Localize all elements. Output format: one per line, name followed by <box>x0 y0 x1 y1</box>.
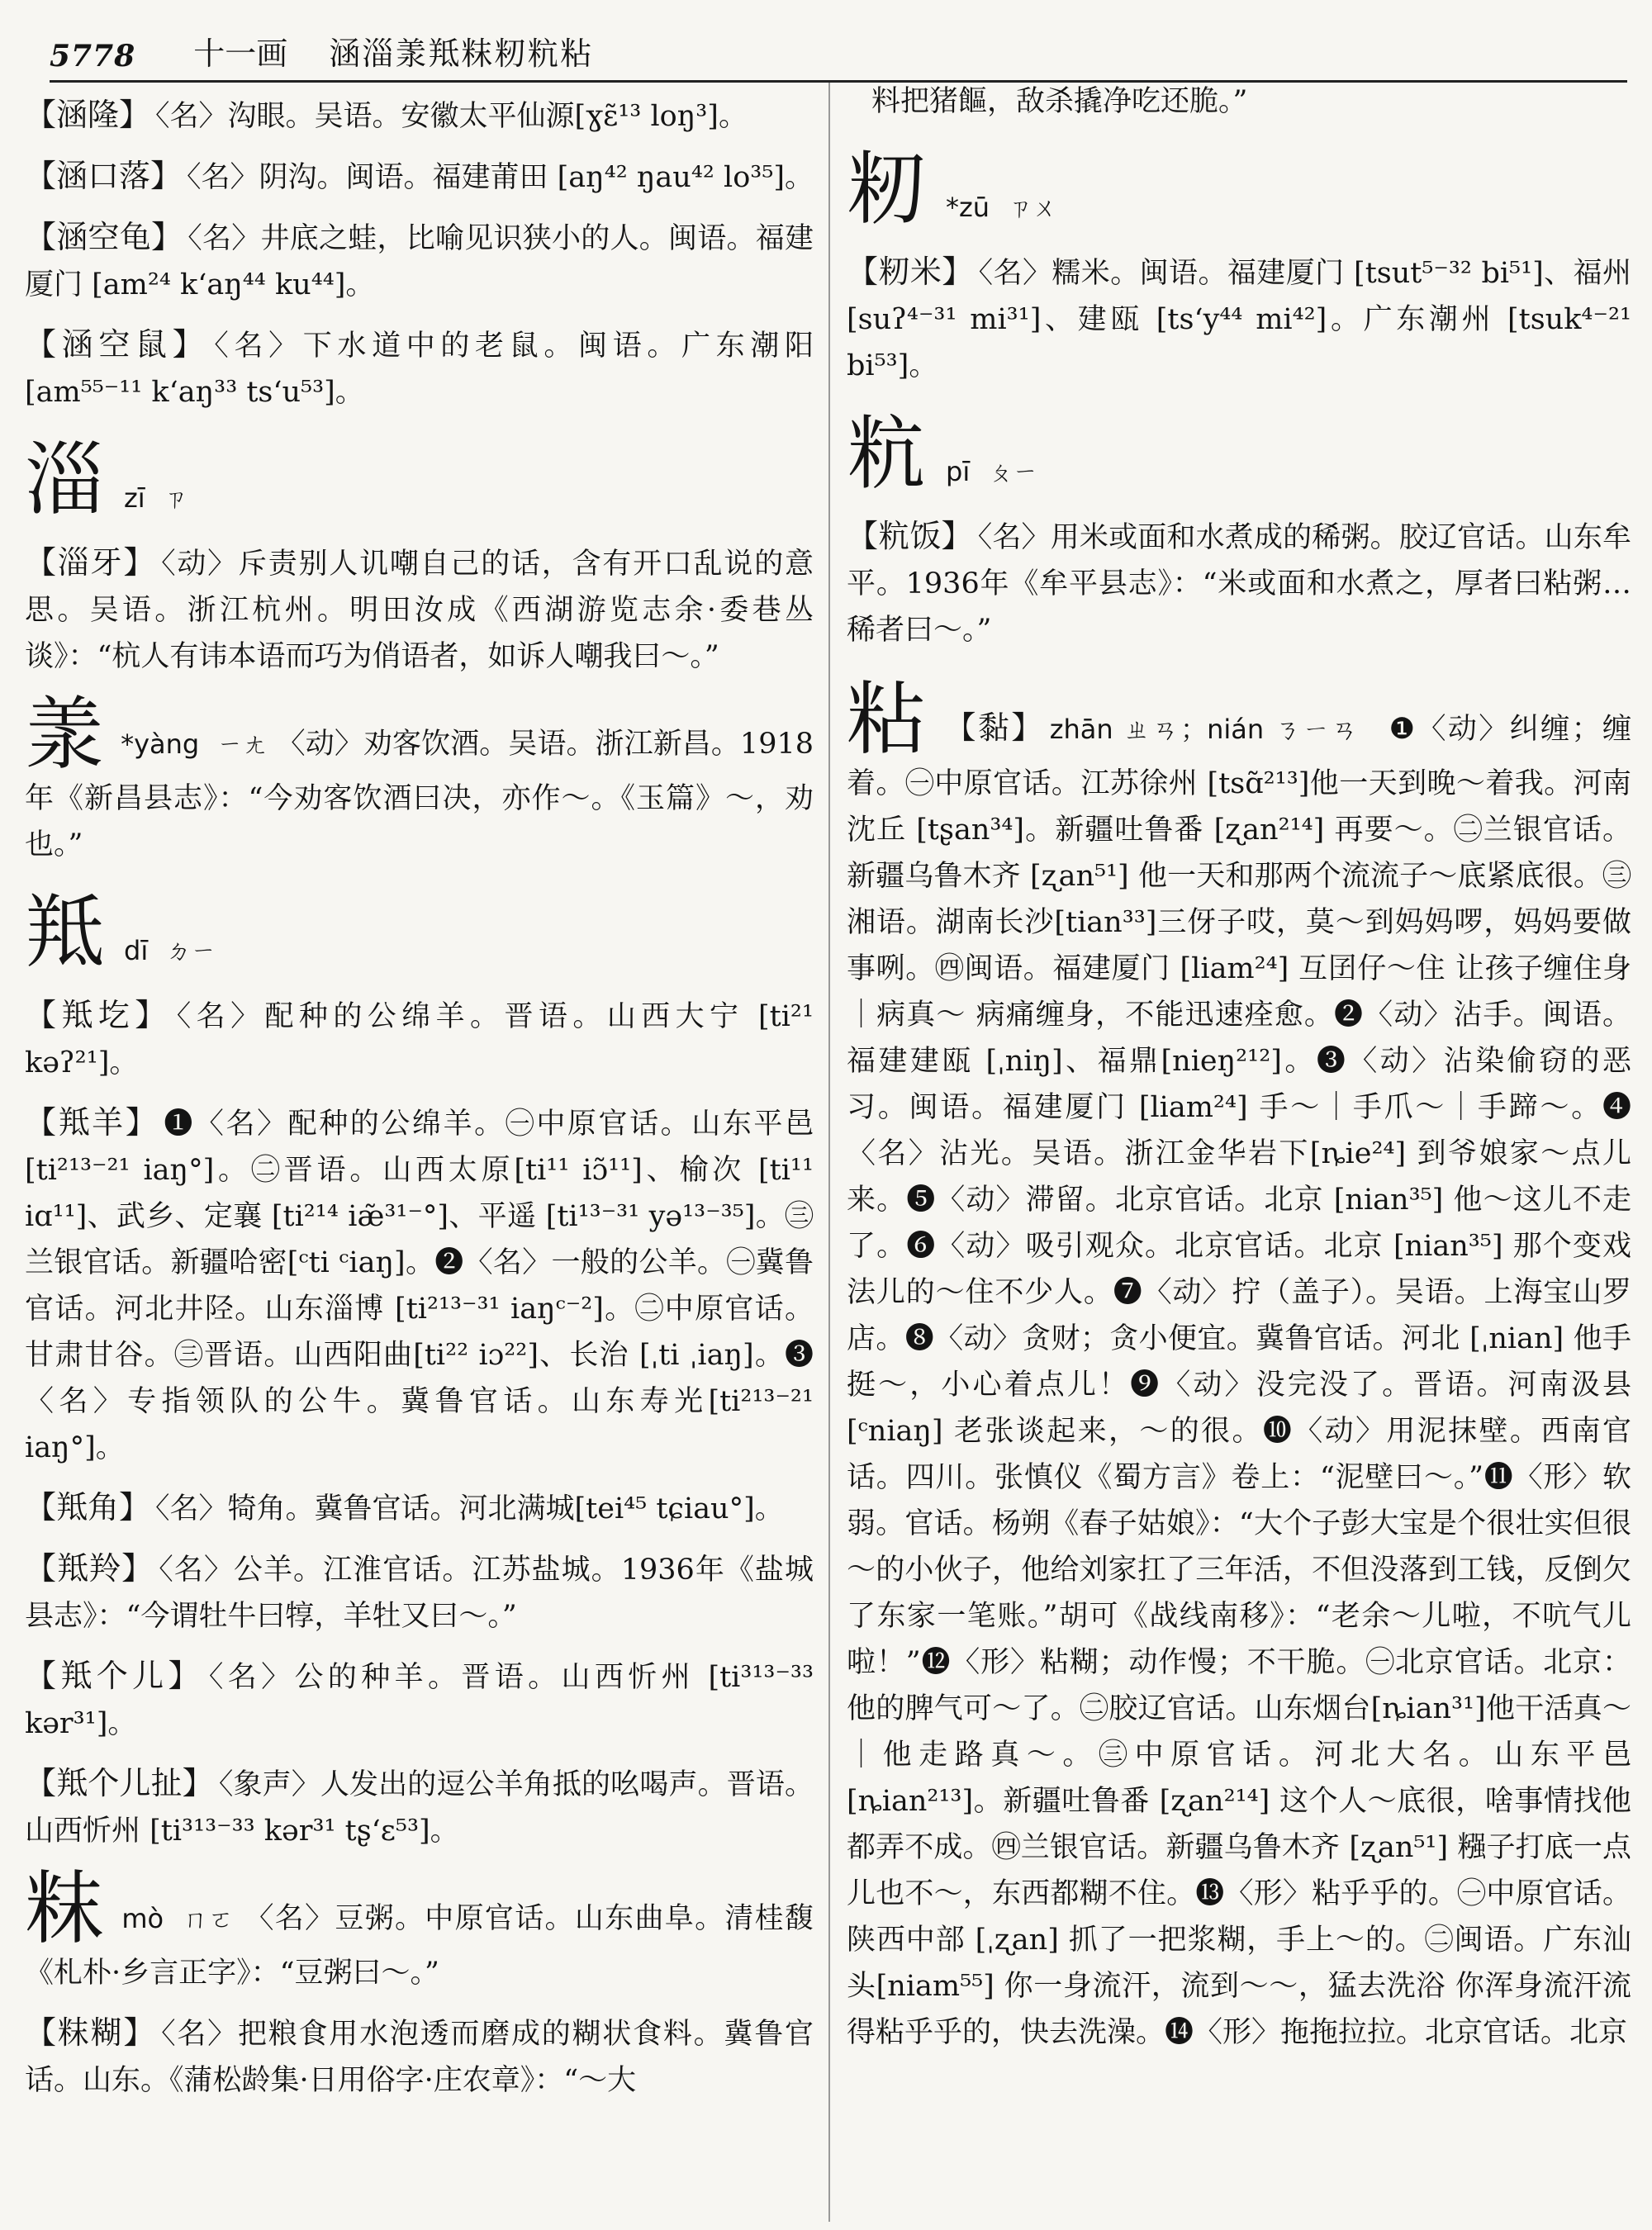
entry-definition: 〈名〉公的种羊。晋语。山西忻州 [ti³¹³⁻³³ kər³¹]。 <box>25 1661 814 1740</box>
char-heading-pi <box>847 407 1631 500</box>
entry-dijiao <box>25 1484 814 1532</box>
right-column <box>847 78 1631 2056</box>
entry-hankouluo <box>25 153 814 201</box>
entry-definition: 〈名〉豆粥。中原官话。山东曲阜。清桂馥《札朴·乡言正字》：“豆粥曰～。” <box>25 1902 814 1990</box>
entry-hankonggui <box>25 214 814 308</box>
zhuyin: ㄆㄧ <box>988 458 1038 487</box>
char-entry-zhan <box>847 673 1631 2056</box>
entry-definition: 〈名〉沟眼。吴语。安徽太平仙源[ɣɛ̃¹³ loŋ³]。 <box>155 100 748 133</box>
char-heading-zu <box>847 143 1631 235</box>
entry-headword: 【涵隆】 <box>25 97 151 133</box>
entry-definition: 〈名〉配种的公绵羊。晋语。山西大宁 [ti²¹ kəʔ²¹]。 <box>25 1000 814 1079</box>
head-character: 淄 <box>25 434 104 526</box>
head-character: 粇 <box>847 407 926 500</box>
entry-mohu <box>25 2009 814 2104</box>
entry-headword: 【籾米】 <box>847 254 974 290</box>
zhuyin: ㄉㄧ <box>166 937 216 966</box>
entry-zumi <box>847 249 1631 389</box>
variant-character: 【黏】 <box>944 709 1045 746</box>
zhuyin: ㄗㄨ <box>1008 194 1058 223</box>
entry-headword: 【涵空鼠】 <box>25 326 210 363</box>
entry-definition: ❶〈动〉纠缠；缠着。㊀中原官话。江苏徐州 [tsɑ̃²¹³]他一天到晚～着我。河南沈丘 [tʂan³⁴]。新疆吐鲁番 [ʐan²¹⁴] 再要～。㊁兰银官话。新疆乌鲁木齐 [ʐan⁵¹] 他一天和那两个流流子～底紧底很。㊂湘语。湖南长沙[tian³³]三伢子哎，莫～到妈妈啰，妈妈要做事咧。㊃闽语。福建厦门 [liam²⁴] 互囝仔～住 让孩子缠住身｜病真～ 病痛缠身，不能迅速痊愈。❷〈动〉沾手。闽语。福建建瓯 [ˌniŋ]、福鼎[nieŋ²¹²]。❸〈动〉沾染偷窃的恶习。闽语。福建厦门 [liam²⁴] 手～｜手爪～｜手蹄～。❹〈名〉沾光。吴语。浙江金华岩下[ȵie²⁴] 到爷娘家～点儿来。❺〈动〉滞留。北京官话。北京 [nian³⁵] 他～这儿不走了。❻〈动〉吸引观众。北京官话。北京 [nian³⁵] 那个变戏法儿的～住不少人。❼〈动〉拧（盖子）。吴语。上海宝山罗店。❽〈动〉贪财；贪小便宜。冀鲁官话。河北 [ˌnian] 他手挺～，小心着点儿！❾〈动〉没完没了。晋语。河南汲县[ᶜniaŋ] 老张谈起来，～的很。❿〈动〉用泥抹壁。西南官话。四川。张慎仪《蜀方言》卷上：“泥壁曰～。”⓫〈形〉软弱。官话。杨朔《春子姑娘》：“大个子彭大宝是个很壮实但很～的小伙子，他给刘家扛了三年活，不但没落到工钱，反倒欠了东家一笔账。”胡可《战线南移》：“老余～儿啦，不吭气儿啦！”⓬〈形〉粘糊；动作慢；不干脆。㊀北京官话。北京：他的脾气可～了。㊁胶辽官话。山东烟台[ȵian³¹]他干活真～｜他走路真～。㊂中原官话。河北大名。山东平邑 [ȵian²¹³]。新疆吐鲁番 [ʐan²¹⁴] 这个人～底很，啥事情找他都弄不成。㊃兰银官话。新疆乌鲁木齐 [ʐan⁵¹] 糨子打底一点儿也不～，东西都糊不住。⓭〈形〉粘乎乎的。㊀中原官话。陕西中部 [ˌʐan] 抓了一把浆糊，手上～的。㊁闽语。广东汕头[niam⁵⁵] 你一身流汗，流到～～，猛去洗浴 你浑身流汗流得粘乎乎的，快去洗澡。⓮〈形〉拖拖拉拉。北京官话。北京 <box>847 713 1631 2049</box>
pinyin: mò <box>121 1903 164 1934</box>
entry-definition: 〈动〉斥责别人讥嘲自己的话，含有开口乱说的意思。吴语。浙江杭州。明田汝成《西湖游览志余·委巷丛谈》：“杭人有讳本语而巧为俏语者，如诉人嘲我曰～。” <box>25 548 814 673</box>
char-entry-mo <box>25 1862 814 1996</box>
entry-definition: 〈名〉下水道中的老鼠。闽语。广东潮阳 [am⁵⁵⁻¹¹ k‘aŋ³³ ts‘u⁵³]。 <box>25 330 814 409</box>
entry-pifan <box>847 513 1631 653</box>
head-character: 羝 <box>25 886 104 979</box>
entry-definition: 〈名〉井底之蛙，比喻见识狭小的人。闽语。福建厦门 [am²⁴ k‘aŋ⁴⁴ ku⁴⁴]。 <box>25 222 814 301</box>
pinyin: *yàng <box>121 728 200 760</box>
entry-headword: 【羝圪】 <box>25 997 172 1033</box>
page-header <box>50 17 1627 83</box>
entry-headword: 【粖糊】 <box>25 2014 157 2051</box>
head-character: 粘 <box>847 673 928 766</box>
pinyin: zhān ㄓㄢ；nián ㄋㄧㄢ <box>1049 714 1360 745</box>
pinyin: zī <box>124 482 145 514</box>
entry-definition: 〈名〉把粮食用水泡透而磨成的糊状食料。冀鲁官话。山东。《蒲松龄集·日用俗字·庄农章》：“～大 <box>25 2018 814 2097</box>
entry-definition: ❶〈名〉配种的公绵羊。㊀中原官话。山东平邑 [ti²¹³⁻²¹ iaŋ°]。㊁晋语。山西太原[ti¹¹ iɔ̃¹¹]、榆次 [ti¹¹ iɑ¹¹]、武乡、定襄 [ti²¹⁴ iæ̃³¹⁻°]、平遥 [ti¹³⁻³¹ yə¹³⁻³⁵]。㊂兰银官话。新疆哈密[ᶜti ᶜiaŋ]。❷〈名〉一般的公羊。㊀冀鲁官话。河北井陉。山东淄博 [ti²¹³⁻³¹ iaŋᶜ⁻²]。㊁中原官话。甘肃甘谷。㊂晋语。山西阳曲[ti²² iɔ²²]、长治 [ˌti ˌiaŋ]。❸〈名〉专指领队的公牛。冀鲁官话。山东寿光[ti²¹³⁻²¹ iaŋ°]。 <box>25 1108 814 1464</box>
entry-headword: 【羝羚】 <box>25 1550 154 1587</box>
entry-headword: 【涵空龟】 <box>25 219 183 255</box>
entry-ziya <box>25 539 814 680</box>
entry-headword: 【涵口落】 <box>25 158 183 194</box>
pinyin: *zū <box>946 192 990 223</box>
head-character: 粖 <box>25 1862 106 1955</box>
entry-headword: 【羝个儿扯】 <box>25 1765 214 1801</box>
head-character: 籾 <box>847 143 926 235</box>
header-key-chars: 涵淄羕羝粖籾粇粘 <box>329 36 594 72</box>
entry-definition: 〈名〉犄角。冀鲁官话。河北满城[tei⁴⁵ tɕiau°]。 <box>155 1492 784 1525</box>
column-divider <box>828 83 830 2222</box>
zhuyin: ㄇㄛ <box>182 1905 235 1934</box>
entry-headword: 【羝角】 <box>25 1489 151 1525</box>
entry-hankongshu <box>25 321 814 415</box>
entry-diling <box>25 1545 814 1639</box>
head-character: 羕 <box>25 688 105 780</box>
pinyin: dī <box>124 935 149 966</box>
entry-definition: 〈名〉公羊。江淮官话。江苏盐城。1936年《盐城县志》：“今谓牡牛曰犉，羊牡又曰～。” <box>25 1554 814 1633</box>
char-heading-di <box>25 886 814 979</box>
entry-hanlong <box>25 92 814 140</box>
entry-diyang <box>25 1099 814 1471</box>
entry-headword: 【羝羊】 <box>25 1104 159 1141</box>
char-heading-zi <box>25 434 814 526</box>
entry-dige <box>25 992 814 1086</box>
entry-definition: 〈名〉阴沟。闽语。福建莆田 [aŋ⁴² ŋau⁴² lo³⁵]。 <box>187 161 814 194</box>
left-column <box>25 78 814 2104</box>
entry-digeer <box>25 1653 814 1747</box>
entry-headword: 【羝个儿】 <box>25 1658 204 1694</box>
zhuyin: ㄗ <box>163 485 188 514</box>
continued-text: 料把猪饇，敌杀撬净吃还脆。” <box>871 85 1248 118</box>
pinyin: pī <box>946 456 971 487</box>
entry-definition: 〈名〉糯米。闽语。福建厦门 [tsut⁵⁻³² bi⁵¹]、福州 [suʔ⁴⁻³¹ mi³¹]、建瓯 [ts‘y⁴⁴ mi⁴²]。广东潮州 [tsuk⁴⁻²¹ bi⁵³]。 <box>847 257 1631 382</box>
page-number: 5778 <box>50 39 136 74</box>
entry-definition: 〈象声〉人发出的逗公羊角抵的吆喝声。晋语。山西忻州 [ti³¹³⁻³³ kər³¹ tʂ‘ɛ⁵³]。 <box>25 1768 814 1848</box>
entry-headword: 【淄牙】 <box>25 544 157 581</box>
entry-digeerche <box>25 1760 814 1854</box>
entry-definition: 〈动〉劝客饮酒。吴语。浙江新昌。1918年《新昌县志》：“今劝客饮酒曰决，亦作～。《玉篇》～，劝也。” <box>25 728 814 861</box>
stroke-section: 十一画 <box>193 36 288 72</box>
char-entry-yang <box>25 688 814 868</box>
zhuyin: ㄧㄤ <box>217 731 268 760</box>
entry-definition: 〈名〉用米或面和水煮成的稀粥。胶辽官话。山东牟平。1936年《牟平县志》：“米或面和水煮之，厚者曰粘粥…稀者曰～。” <box>847 521 1631 647</box>
entry-headword: 【粇饭】 <box>847 518 973 554</box>
